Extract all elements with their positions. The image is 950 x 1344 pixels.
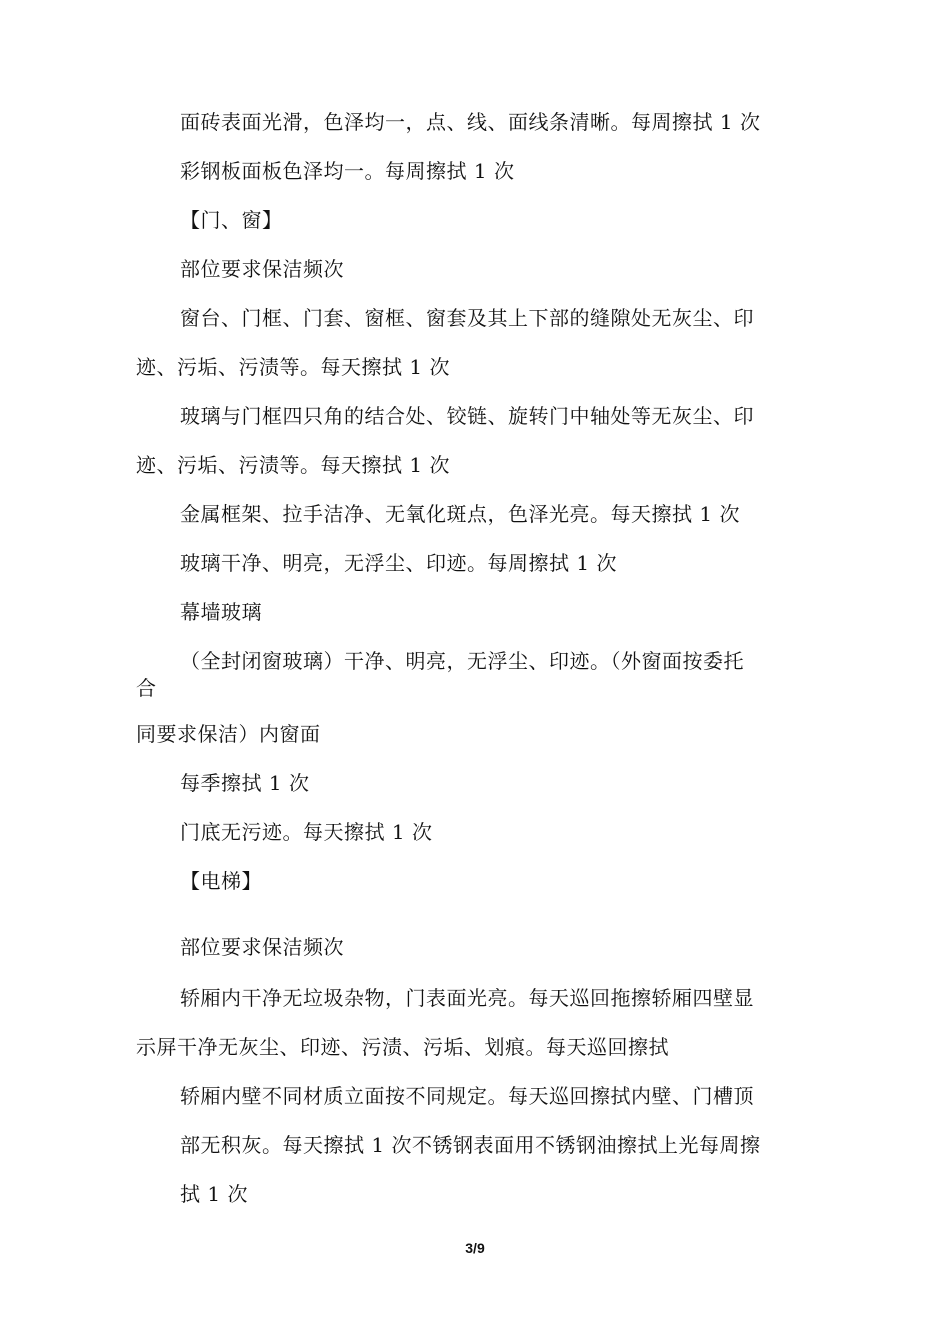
paragraph-line: 门底无污迹。每天擦拭 1 次 (180, 820, 433, 844)
paragraph-line: 每季擦拭 1 次 (180, 771, 310, 795)
paragraph-line: 轿厢内壁不同材质立面按不同规定。每天巡回擦拭内壁、门槽顶 (180, 1084, 754, 1108)
paragraph-line: 拭 1 次 (180, 1182, 248, 1206)
paragraph-line: 玻璃干净、明亮，无浮尘、印迹。每周擦拭 1 次 (180, 551, 617, 575)
paragraph-line: 示屏干净无灰尘、印迹、污渍、污垢、划痕。每天巡回擦拭 (136, 1035, 669, 1059)
paragraph-line: 彩钢板面板色泽均一。每周擦拭 1 次 (180, 159, 515, 183)
paragraph-line: 合 (136, 676, 157, 700)
paragraph-line: 部位要求保洁频次 (180, 257, 344, 281)
paragraph-line: 同要求保洁）内窗面 (136, 722, 321, 746)
paragraph-line: 轿厢内干净无垃圾杂物，门表面光亮。每天巡回拖擦轿厢四壁显 (180, 986, 754, 1010)
paragraph-line: 部位要求保洁频次 (180, 935, 344, 959)
page-number: 3/9 (465, 1240, 485, 1256)
section-heading: 【电梯】 (180, 869, 262, 893)
paragraph-line: 迹、污垢、污渍等。每天擦拭 1 次 (136, 355, 450, 379)
paragraph-line: 幕墙玻璃 (180, 600, 262, 624)
section-heading: 【门、窗】 (180, 208, 283, 232)
paragraph-line: 金属框架、拉手洁净、无氧化斑点，色泽光亮。每天擦拭 1 次 (180, 502, 740, 526)
paragraph-line: （全封闭窗玻璃）干净、明亮，无浮尘、印迹。（外窗面按委托 (180, 649, 744, 673)
paragraph-line: 面砖表面光滑，色泽均一，点、线、面线条清晰。每周擦拭 1 次 (180, 110, 761, 134)
paragraph-line: 迹、污垢、污渍等。每天擦拭 1 次 (136, 453, 450, 477)
paragraph-line: 部无积灰。每天擦拭 1 次不锈钢表面用不锈钢油擦拭上光每周擦 (180, 1133, 761, 1157)
paragraph-line: 窗台、门框、门套、窗框、窗套及其上下部的缝隙处无灰尘、印 (180, 306, 754, 330)
paragraph-line: 玻璃与门框四只角的结合处、铰链、旋转门中轴处等无灰尘、印 (180, 404, 754, 428)
